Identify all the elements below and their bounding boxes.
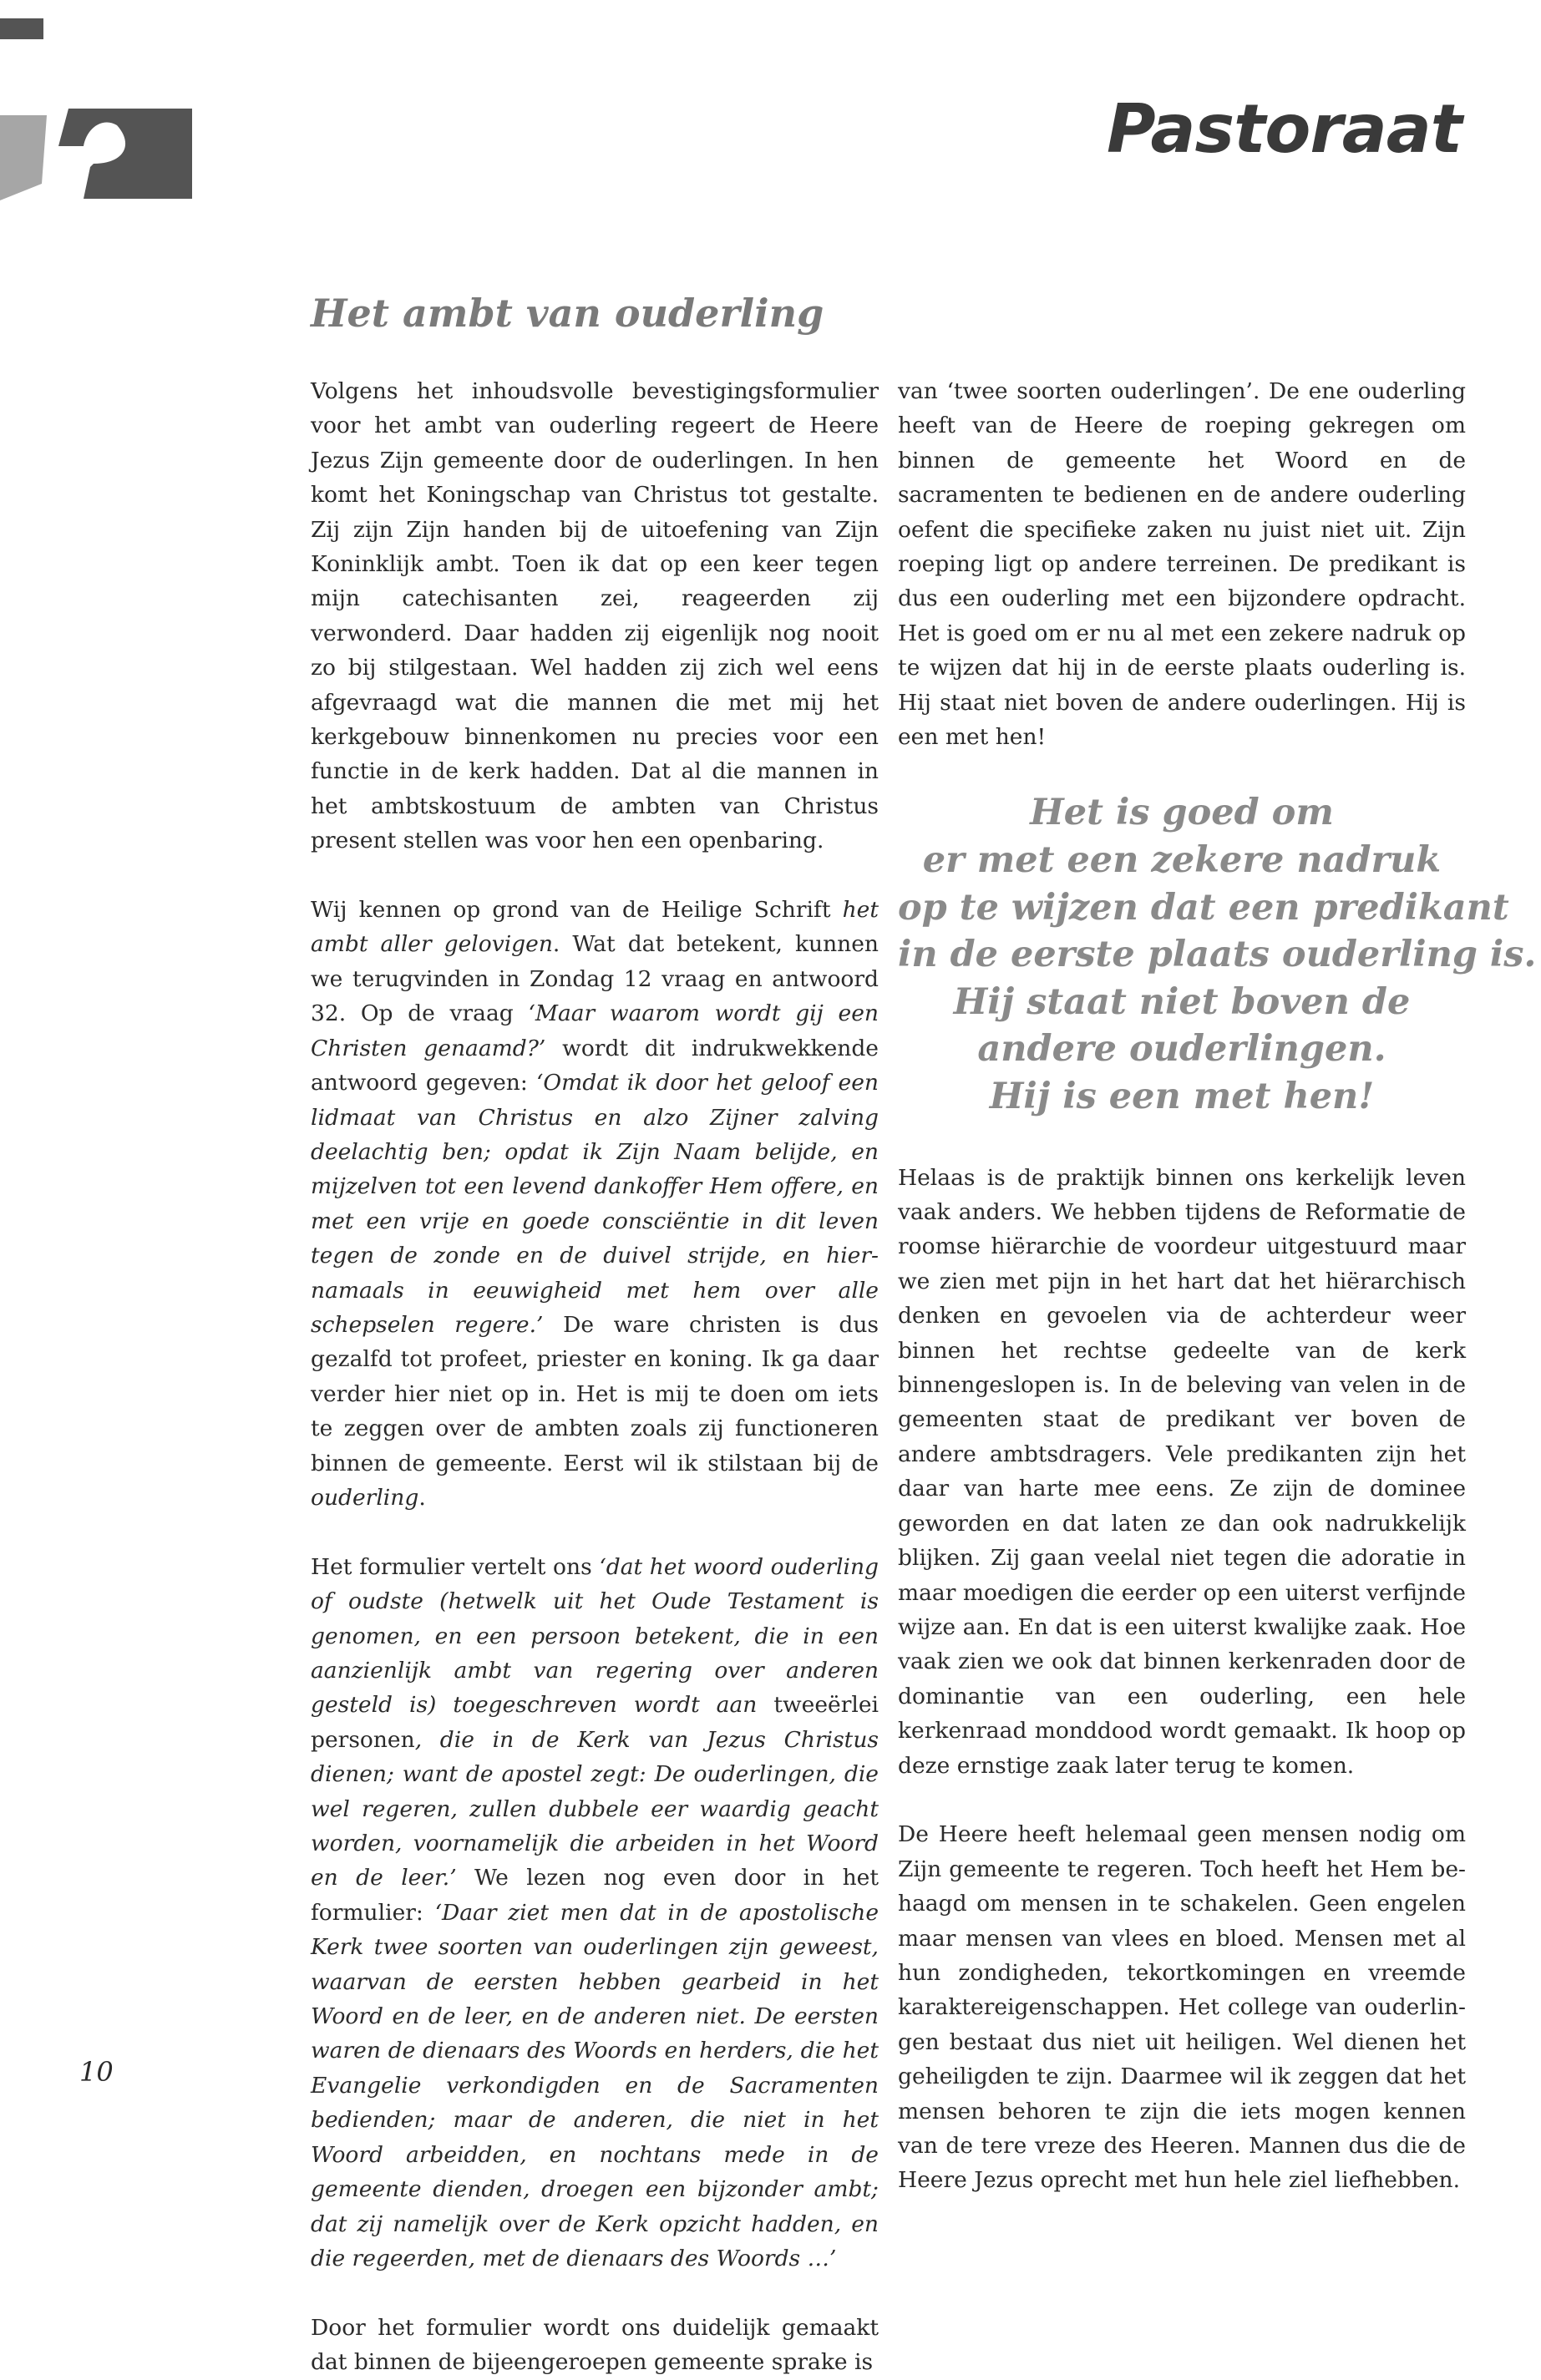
magazine-logo-mark [0,0,200,200]
logo-shape-dark [58,109,192,199]
right-column-bottom-paragraphs [898,1161,1466,2198]
paragraph [311,893,879,1515]
right-column-top-paragraphs [898,374,1466,754]
pull-quote [898,789,1537,1120]
paragraph [311,1550,879,2276]
text-run: van ‘twee soorten ouderlingen’. De ene ouderling heeft van de Heere de roeping gekregen om binnen de gemeente het Woord en de sacramenten te bedienen en de andere ouderling oefent die specifieke zaken nu juist niet uit. Zijn roeping ligt op andere terreinen. De predikant is dus een ouderling met een bijzondere opdracht. Het is goed om er nu al met een zekere nadruk op te wijzen dat hij in de eerste plaats ouderling is. Hij staat niet boven de andere ouderlingen. Hij is een met hen! [898,378,1466,751]
article-column-left [311,374,879,2380]
article-column-right [898,374,1537,2198]
italic-text: , die in de Kerk van Jezus Christus dienen; want de apostel zegt: De ouderlingen, die wel regeren, zullen dubbele eer waardig geacht worden, voornamelijk die arbeiden in het Woord en de leer.’ [311,1726,879,1891]
text-run: Het formulier vertelt ons [311,1553,600,1580]
pull-quote-line: Het is goed om [1030,792,1334,834]
section-title: Pastoraat [1107,90,1462,168]
pull-quote-line: er met een zekere nadruk [922,839,1442,882]
article-title: Het ambt van ouderling [311,291,824,336]
paragraph [898,1817,1466,2197]
text-run: We lezen nog even door in het formulier: [311,1865,879,1926]
text-run: Helaas is de praktijk binnen ons kerkelijk leven vaak anders. We hebben tijdens de Reformatie de roomse hiërarchie de voordeur uitgestuurd maar we zien met pijn in het hart dat het hiërarchisch denken en gevoelen via de achterdeur weer binnen het rechtse gedeelte van de kerk binnengeslopen is. In de beleving van velen in de gemeenten staat de predikant ver boven de andere ambtsdragers. Vele predikanten zijn het daar van harte mee eens. Ze zijn de dominee geworden en dat laten ze dan ook nadrukkelijk blijken. Zij gaan veelal niet tegen die adoratie in maar moedigen die eerder op een uiterst verfijnde wijze aan. En dat is een uiterst kwalijke zaak. Hoe vaak zien we ook dat binnen kerkenraden door de dominantie van een ouderling, een hele kerkenraad monddood wordt gemaakt. Ik hoop op deze ernstige zaak later terug te komen. [898,1164,1466,1779]
pull-quote-line: Hij staat niet boven de [953,980,1411,1023]
text-run: wordt dit indrukwekkende antwoord gegeven: [311,1035,879,1096]
italic-text: ‘Daar ziet men dat in de apostolische Kerk twee soorten van ouderlingen zijn geweest, waarvan de eersten hebben gearbeid in het Woord en de leer, en de anderen niet. De eersten waren de dienaars des Woords en herders, die het Evangelie verkondigden en de Sacramenten bedienden; maar de anderen, die niet in het Woord arbeidden, en nochtans mede in de gemeente dienden, droegen een bijzonder ambt; dat zij namelijk over de Kerk opzicht hadden, en die regeerden, met de dienaars des Woords …’ [311,1899,879,2271]
italic-text: ‘dat het woord ouderling of oudste (hetwelk uit het Oude Testament is genomen, en een persoon betekent, die in een aanzienlijk ambt van regering over anderen gesteld is) toegeschreven wordt aan [311,1553,879,1719]
text-run: De Heere heeft helemaal geen mensen nodig om Zijn gemeente te regeren. Toch heeft het Hem behaagd om mensen in te schakelen. Geen engelen maar mensen van vlees en bloed. Mensen met al hun zondigheden, tekortkomingen en vreemde karaktereigenschappen. Het college van ouderlingen bestaat dus niet uit heiligen. Wel dienen het geheiligden te zijn. Daarmee wil ik zeggen dat het mensen behoren te zijn die iets mogen kennen van de tere vreze des Heeren. Mannen dus die de Heere Jezus oprecht met hun hele ziel liefhebben. [898,1821,1466,2194]
text-run: . [418,1484,426,1511]
logo-bar [0,18,43,39]
left-column-paragraphs [311,374,879,2380]
paragraph [898,1161,1466,1783]
pull-quote-line: in de eerste plaats ouderling is. [898,934,1537,976]
pull-quote-line: Hij is een met hen! [989,1076,1375,1118]
paragraph [311,374,879,858]
text-run: Volgens het inhoudsvolle bevestigingsformulier voor het ambt van ouderling regeert de Heere Jezus Zijn gemeente door de ouderlingen. In hen komt het Koningschap van Christus tot gestalte. Zij zijn Zijn handen bij de uitoefening van Zijn Koninklijk ambt. Toen ik dat op een keer tegen mijn catechisanten zei, reageerden zij verwonderd. Daar hadden zij eigenlijk nog nooit zo bij stilgestaan. Wel hadden zij zich wel eens afgevraagd wat die mannen die met mij het kerkgebouw binnenkomen nu precies voor een functie in de kerk hadden. Dat al die mannen in het ambtskostuum de ambten van Christus present stellen was voor hen een openbaring. [311,378,879,854]
text-run: . Wat dat betekent, kunnen we terugvinden in Zondag 12 vraag en antwoord 32. Op de vraag [311,931,879,1027]
text-run: tweeërlei personen [311,1692,879,1753]
italic-text: ‘Omdat ik door het geloof een lidmaat van Christus en alzo Zijner zalving deelachtig ben; opdat ik Zijn Naam belijde, en mijzelven tot een levend dankoffer Hem offere, en met een vrije en goede consciëntie in dit leven tegen de zonde en de duivel strijde, en hiernamaals in eeuwigheid met hem over alle schepselen regere.’ [311,1070,879,1338]
italic-text: ‘Maar waarom wordt gij een Christen genaamd?’ [311,1000,879,1061]
text-run: De ware christen is dus gezalfd tot profeet, priester en koning. Ik ga daar verder hier niet op in. Het is mij te doen om iets te zeggen over de ambten zoals zij functioneren binnen de gemeente. Eerst wil ik stilstaan bij de [311,1311,879,1476]
paragraph [311,2311,879,2380]
italic-text: ouderling [311,1484,419,1511]
pull-quote-line: andere ouderlingen. [977,1028,1386,1071]
italic-text: het ambt aller gelovigen [311,897,879,958]
text-run: Wij kennen op grond van de Heilige Schrift [311,897,843,924]
pull-quote-line: op te wijzen dat een predikant [898,886,1509,929]
page-number: 10 [79,2056,114,2088]
text-run: Door het formulier wordt ons duidelijk gemaakt dat binnen de bijeengeroepen gemeente sprake is [311,2314,879,2376]
logo-shape-light [0,115,47,200]
paragraph [898,374,1466,754]
